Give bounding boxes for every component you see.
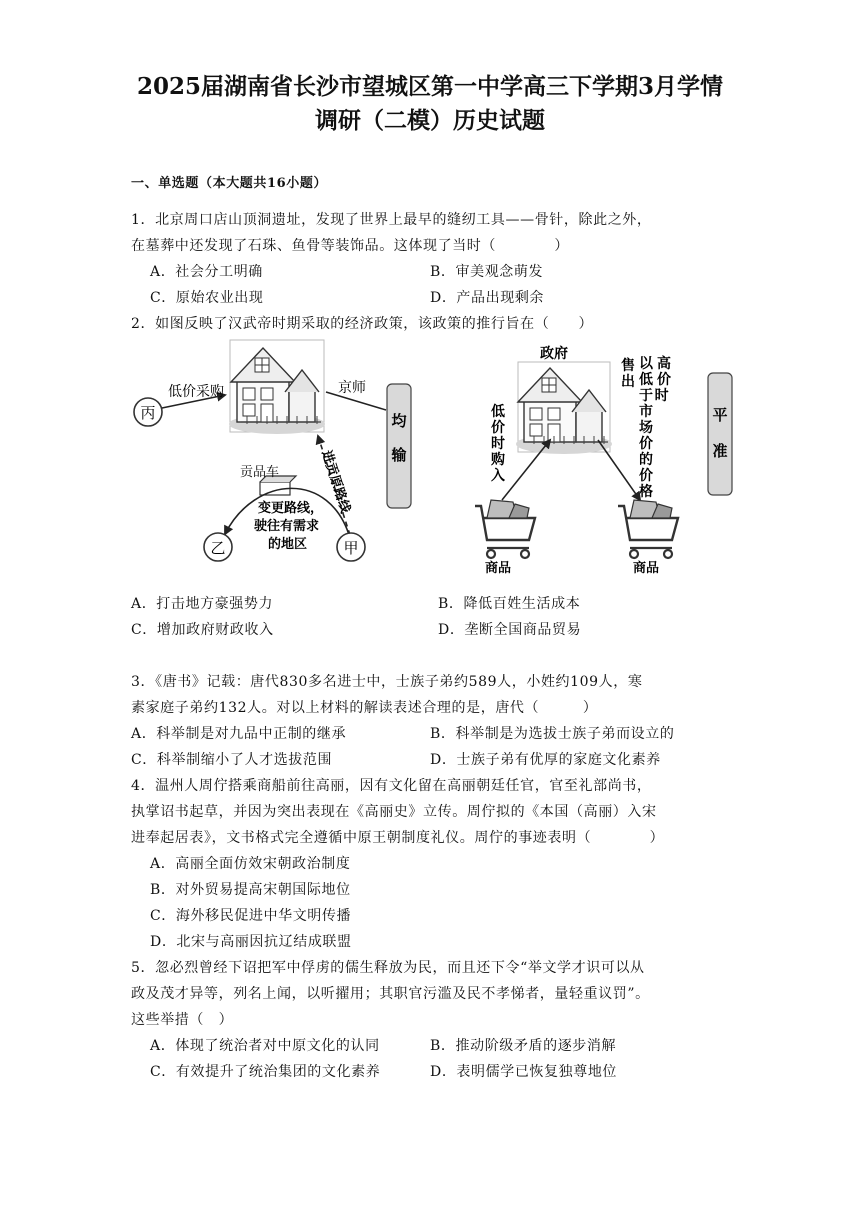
q3-stem-line-1: 3．《唐书》记载：唐代830多名进士中，士族子弟约589人，小姓约109人，寒	[131, 674, 643, 690]
label-tribute-car: 贡品车	[240, 465, 280, 480]
q1-option-c[interactable]: C．原始农业出现	[150, 290, 264, 306]
title-line-1: 2025届湖南省长沙市望城区第一中学高三下学期3月学情	[136, 73, 724, 100]
label-sell: 售出	[621, 358, 635, 390]
label-change-route-3: 的地区	[268, 537, 308, 552]
label-bing: 丙	[140, 404, 156, 422]
label-low-time-buy: 低价时购入	[491, 404, 505, 484]
q4-option-c[interactable]: C．海外移民促进中华文明传播	[150, 908, 352, 924]
q5-option-b[interactable]: B．推动阶级矛盾的逐步消解	[430, 1038, 617, 1054]
government-granary-icon	[516, 368, 612, 454]
label-jia: 甲	[343, 539, 359, 557]
q5-option-d[interactable]: D．表明儒学已恢复独尊地位	[430, 1064, 618, 1080]
q4-stem-line-1: 4．温州人周佇搭乘商船前往高丽，因有文化留在高丽朝廷任官，官至礼部尚书，	[131, 778, 652, 794]
label-government: 政府	[540, 346, 568, 362]
q5-stem-line-2: 政及茂才异等，列名上闻，以听擢用；其职官污滥及民不孝悌者，量轻重议罚”。	[131, 986, 650, 1002]
q3-option-d[interactable]: D．士族子弟有优厚的家庭文化素养	[430, 752, 661, 768]
label-change-route-1: 变更路线，	[258, 501, 324, 516]
q4-stem-line-2: 执掌诏书起草，并因为突出表现在《高丽史》立传。周佇拟的《本国（高丽）入宋	[131, 804, 657, 820]
q4-option-b[interactable]: B．对外贸易提高宋朝国际地位	[150, 882, 351, 898]
label-yi: 乙	[210, 539, 226, 557]
q4-stem-line-3: 进奉起居表》，文书格式完全遵循中原王朝制度礼仪。周佇的事迹表明（ ）	[131, 830, 665, 846]
label-junshu-1: 均	[391, 412, 407, 430]
label-pingzhun-2: 准	[712, 442, 728, 460]
label-capital: 京师	[338, 380, 366, 396]
pingzhun-label-box	[708, 373, 732, 495]
q4-option-d[interactable]: D．北宋与高丽因抗辽结成联盟	[150, 934, 352, 950]
q5-option-a[interactable]: A．体现了统治者对中原文化的认同	[150, 1038, 380, 1054]
label-high-time-sell: 高价时 以低于市场价的价格	[639, 356, 671, 500]
label-low-buy: 低价采购	[168, 384, 224, 400]
label-pingzhun-1: 平	[712, 406, 728, 424]
q3-option-a[interactable]: A．科举制是对九品中正制的继承	[131, 726, 347, 742]
title-line-2: 调研（二模）历史试题	[315, 107, 545, 134]
q1-option-b[interactable]: B．审美观念萌发	[430, 264, 544, 280]
q1-stem-line-1: 1．北京周口店山顶洞遗址，发现了世界上最早的缝纫工具——骨针，除此之外，	[131, 212, 652, 228]
q3-option-b[interactable]: B．科举制是为选拔士族子弟而设立的	[430, 726, 675, 742]
label-goods-right: 商品	[632, 561, 660, 576]
q1-option-a[interactable]: A．社会分工明确	[150, 264, 263, 280]
section-heading: 一、单选题（本大题共16小题）	[131, 176, 328, 191]
q2-option-b[interactable]: B．降低百姓生活成本	[438, 596, 581, 612]
label-junshu-2: 输	[391, 446, 407, 464]
q5-option-c[interactable]: C．有效提升了统治集团的文化素养	[150, 1064, 381, 1080]
q2-option-a[interactable]: A．打击地方豪强势力	[131, 596, 274, 612]
q5-stem-line-3: 这些举措（ ）	[131, 1012, 234, 1028]
junshu-diagram	[134, 340, 411, 561]
q3-stem-line-2: 素家庭子弟约132人。对以上材料的解读表述合理的是，唐代（ ）	[131, 700, 598, 716]
q2-stem: 2．如图反映了汉武帝时期采取的经济政策，该政策的推行旨在（ ）	[131, 316, 594, 332]
label-goods-left: 商品	[484, 561, 512, 576]
q3-option-c[interactable]: C．科举制缩小了人才选拔范围	[131, 752, 333, 768]
arrow-sell-out	[598, 440, 640, 500]
q4-option-a[interactable]: A．高丽全面仿效宋朝政治制度	[150, 856, 351, 872]
label-original-route: 进贡原路线	[318, 448, 353, 516]
q5-stem-line-1: 5．忽必烈曾经下诏把军中俘虏的儒生释放为民，而且还下令“举文学才识可以从	[131, 960, 645, 976]
q1-option-d[interactable]: D．产品出现剩余	[430, 290, 545, 306]
pingzhun-diagram	[475, 345, 732, 576]
capital-granary-icon	[229, 348, 325, 434]
left-goods-cart-icon	[475, 500, 535, 558]
q2-option-c[interactable]: C．增加政府财政收入	[131, 622, 274, 638]
q1-stem-line-2: 在墓葬中还发现了石珠、鱼骨等装饰品。这体现了当时（ ）	[131, 238, 569, 254]
label-change-route-2: 驶往有需求	[254, 519, 320, 534]
q2-option-d[interactable]: D．垄断全国商品贸易	[438, 622, 582, 638]
right-goods-cart-icon	[618, 500, 678, 558]
